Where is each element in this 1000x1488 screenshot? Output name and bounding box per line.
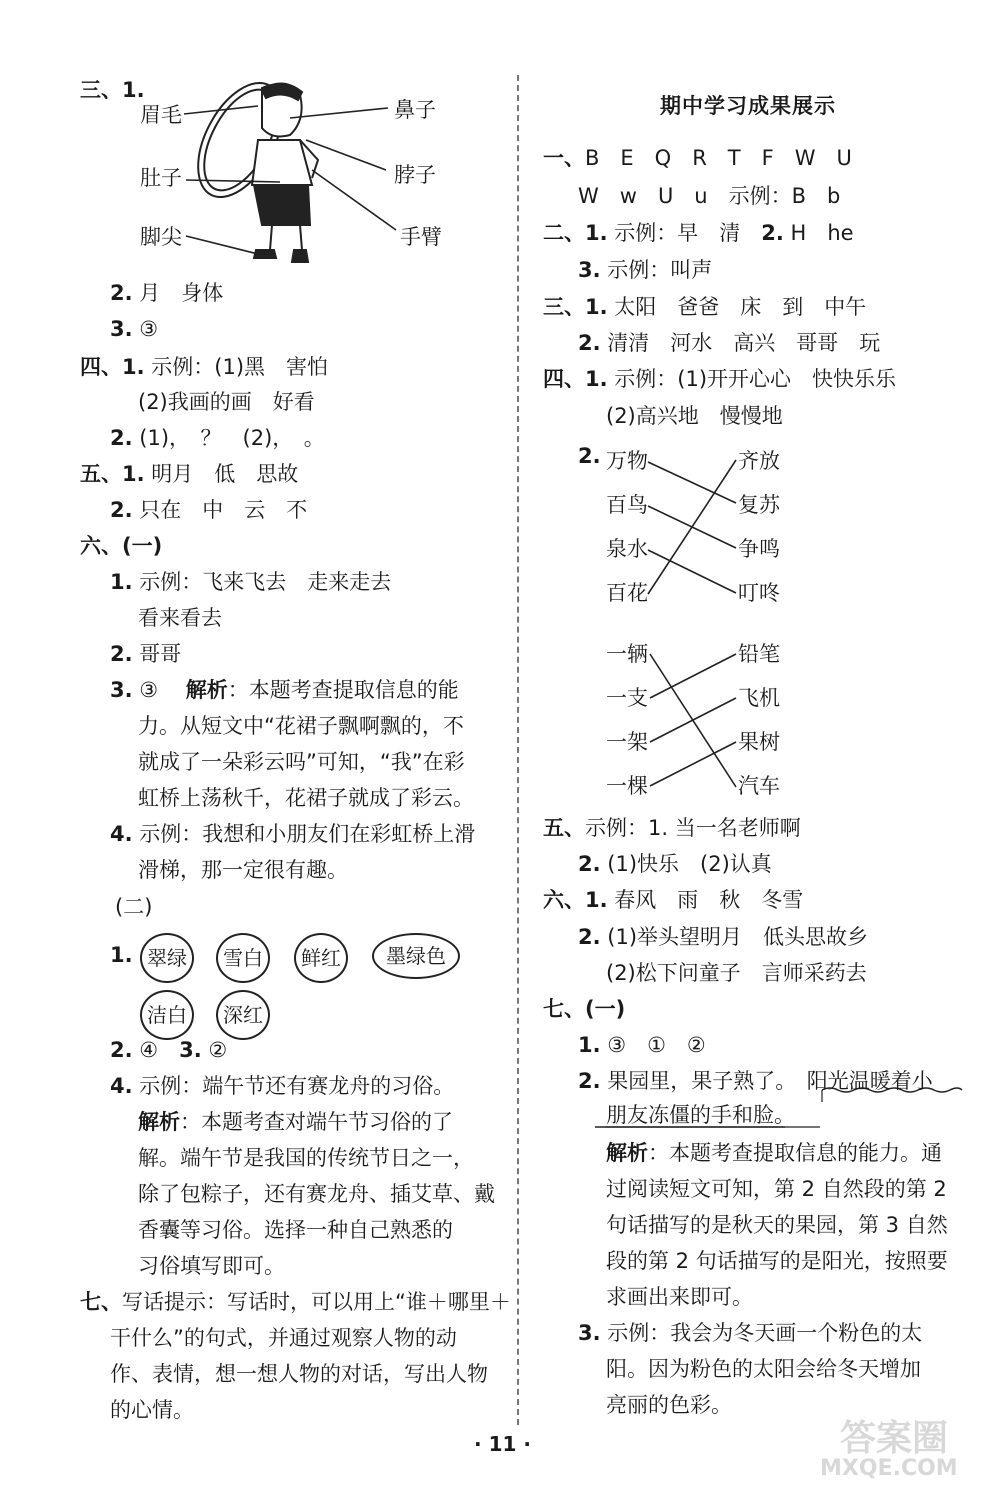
answer-r7-3b: 阳。因为粉色的太阳会给冬天增加 bbox=[606, 1357, 921, 1381]
watermark-logo: 答案圈 bbox=[840, 1418, 949, 1459]
analysis-6b-line4: 香囊等习俗。选择一种自己熟悉的 bbox=[138, 1218, 453, 1242]
circled-word: 墨绿色 bbox=[372, 933, 460, 979]
answer-5-1: 五、1. 明月 低 思故 bbox=[80, 462, 299, 486]
section-3-label: 三、1. bbox=[80, 78, 145, 102]
answer-6b-2-3: 2. ④ 3. ② bbox=[110, 1038, 228, 1062]
analysis-6b-line5: 习俗填写即可。 bbox=[138, 1254, 285, 1278]
answer-7-line2: 干什么”的句式，并通过观察人物的动 bbox=[110, 1326, 457, 1350]
label-neck: 脖子 bbox=[394, 163, 436, 187]
answer-6-1: 1. 示例：飞来飞去 走来走去 bbox=[110, 570, 392, 594]
match1-left: 万物 bbox=[606, 449, 648, 473]
match2-left: 一辆 bbox=[606, 642, 648, 666]
match1-left: 百花 bbox=[606, 581, 648, 605]
analysis-r7-line4: 段的第 2 句话描写的是阳光，按照要 bbox=[606, 1249, 948, 1273]
answer-r6-1: 六、1. 春风 雨 秋 冬雪 bbox=[543, 888, 804, 912]
section-6-label: 六、(一) bbox=[80, 534, 163, 558]
analysis-6-3-line3: 就成了一朵彩云吗”可知，“我”在彩 bbox=[138, 750, 465, 774]
match2-left: 一支 bbox=[606, 686, 648, 710]
answer-r7-1: 1. ③ ① ② bbox=[578, 1033, 706, 1057]
analysis-6b-line2: 解。端午节是我国的传统节日之一， bbox=[138, 1146, 474, 1170]
answer-r2-1: 二、1. 示例：早 清 2. H he bbox=[543, 221, 854, 245]
answer-6-1b: 看来看去 bbox=[138, 606, 222, 630]
match1-right: 复苏 bbox=[738, 493, 780, 517]
answer-r2-3: 3. 示例：叫声 bbox=[578, 258, 713, 282]
match-line bbox=[650, 742, 736, 786]
match-line bbox=[650, 698, 736, 742]
answer-5-2: 2. 只在 中 云 不 bbox=[110, 498, 308, 522]
analysis-r7-line1: 解析：本题考查提取信息的能力。通 bbox=[606, 1141, 942, 1165]
answer-r1: 一、B E Q R T F W U bbox=[543, 146, 852, 170]
analysis-r7-line3: 句话描写的是秋天的果园，第 3 自然 bbox=[606, 1213, 948, 1237]
analysis-6b-line1: 解析：本题考查对端午节习俗的了 bbox=[138, 1110, 453, 1134]
answer-r5-2: 2. (1)快乐 (2)认真 bbox=[578, 852, 772, 876]
answer-r3-1: 三、1. 太阳 爸爸 床 到 中午 bbox=[543, 295, 867, 319]
label-nose: 鼻子 bbox=[394, 98, 436, 122]
answer-r3-2: 2. 清清 河水 高兴 哥哥 玩 bbox=[578, 331, 881, 355]
watermark-url: MXQE.COM bbox=[820, 1456, 958, 1481]
match2-left: 一棵 bbox=[606, 774, 648, 798]
answer-6-3: 3. ③ 解析：本题考查提取信息的能 bbox=[110, 678, 459, 702]
answer-r5: 五、示例：1. 当一名老师啊 bbox=[543, 816, 801, 840]
answer-3-2: 2. 月 身体 bbox=[110, 281, 224, 305]
answer-r1-line2: W w U u 示例：B b bbox=[578, 184, 841, 208]
answer-r4-2-num: 2. bbox=[578, 444, 601, 468]
label-arm: 手臂 bbox=[400, 225, 442, 249]
analysis-6-3-line4: 虹桥上荡秋千，花裙子就成了彩云。 bbox=[138, 786, 474, 810]
label-eyebrow: 眉毛 bbox=[140, 103, 182, 127]
match1-left: 百鸟 bbox=[606, 493, 648, 517]
answer-3-3: 3. ③ bbox=[110, 317, 159, 341]
analysis-r7-line5: 求画出来即可。 bbox=[606, 1285, 753, 1309]
circled-word: 雪白 bbox=[216, 933, 270, 983]
answer-6b-4: 4. 示例：端午节还有赛龙舟的习俗。 bbox=[110, 1074, 455, 1098]
answer-7: 七、写话提示：写话时，可以用上“谁＋哪里＋ bbox=[80, 1290, 511, 1314]
match-line bbox=[650, 654, 736, 698]
answer-7-line4: 的心情。 bbox=[110, 1398, 194, 1422]
analysis-6b-line3: 除了包粽子，还有赛龙舟、插艾草、戴 bbox=[138, 1182, 495, 1206]
section-r7-label: 七、(一) bbox=[543, 997, 626, 1021]
circled-word: 翠绿 bbox=[140, 933, 194, 983]
page-number: · 11 · bbox=[474, 1432, 531, 1456]
answer-4-1b: (2)我画的画 好看 bbox=[138, 390, 315, 414]
answer-r7-3c: 亮丽的色彩。 bbox=[606, 1393, 732, 1417]
circled-word: 洁白 bbox=[140, 990, 194, 1040]
answer-7-line3: 作、表情，想一想人物的对话，写出人物 bbox=[110, 1362, 488, 1386]
match-line bbox=[648, 462, 736, 503]
answer-r7-3: 3. 示例：我会为冬天画一个粉色的太 bbox=[578, 1321, 923, 1345]
label-toe: 脚尖 bbox=[140, 225, 182, 249]
answer-6-4b: 滑梯，那一定很有趣。 bbox=[138, 858, 348, 882]
label-belly: 肚子 bbox=[140, 166, 182, 190]
answer-r7-2c: 朋友冻僵的手和脸。 bbox=[606, 1103, 795, 1127]
match1-right: 争鸣 bbox=[738, 537, 780, 561]
circled-word: 深红 bbox=[216, 990, 270, 1040]
analysis-r7-line2: 过阅读短文可知，第 2 自然段的第 2 bbox=[606, 1177, 947, 1201]
answer-4-1: 四、1. 示例：(1)黑 害怕 bbox=[80, 355, 329, 379]
answer-r4-1b: (2)高兴地 慢慢地 bbox=[606, 404, 783, 428]
answer-r6-2b: (2)松下问童子 言师采药去 bbox=[606, 961, 867, 985]
answer-6-2: 2. 哥哥 bbox=[110, 642, 182, 666]
match1-right: 叮咚 bbox=[738, 581, 780, 605]
analysis-6-3-line2: 力。从短文中“花裙子飘啊飘的，不 bbox=[138, 714, 464, 738]
answer-4-2: 2. (1)， ？ (2)， 。 bbox=[110, 426, 325, 450]
match2-right: 飞机 bbox=[738, 686, 780, 710]
answer-6b-1-num: 1. bbox=[110, 943, 133, 967]
answer-r7-2: 2. 果园里，果子熟了。 阳光温暖着小 bbox=[578, 1069, 933, 1093]
match1-right: 齐放 bbox=[738, 449, 780, 473]
match2-left: 一架 bbox=[606, 730, 648, 754]
section-6b-label: (二) bbox=[115, 895, 153, 919]
match2-right: 汽车 bbox=[738, 774, 780, 798]
match1-left: 泉水 bbox=[606, 537, 648, 561]
answer-r6-2: 2. (1)举头望明月 低头思故乡 bbox=[578, 925, 869, 949]
circled-word: 鲜红 bbox=[294, 933, 348, 983]
match-line bbox=[648, 460, 736, 594]
match2-right: 果树 bbox=[738, 730, 780, 754]
section-title: 期中学习成果展示 bbox=[660, 94, 836, 118]
answer-6-4: 4. 示例：我想和小朋友们在彩虹桥上滑 bbox=[110, 822, 476, 846]
match-line bbox=[648, 550, 736, 593]
match2-right: 铅笔 bbox=[738, 642, 780, 666]
answer-r4-1: 四、1. 示例：(1)开开心心 快快乐乐 bbox=[543, 367, 897, 391]
